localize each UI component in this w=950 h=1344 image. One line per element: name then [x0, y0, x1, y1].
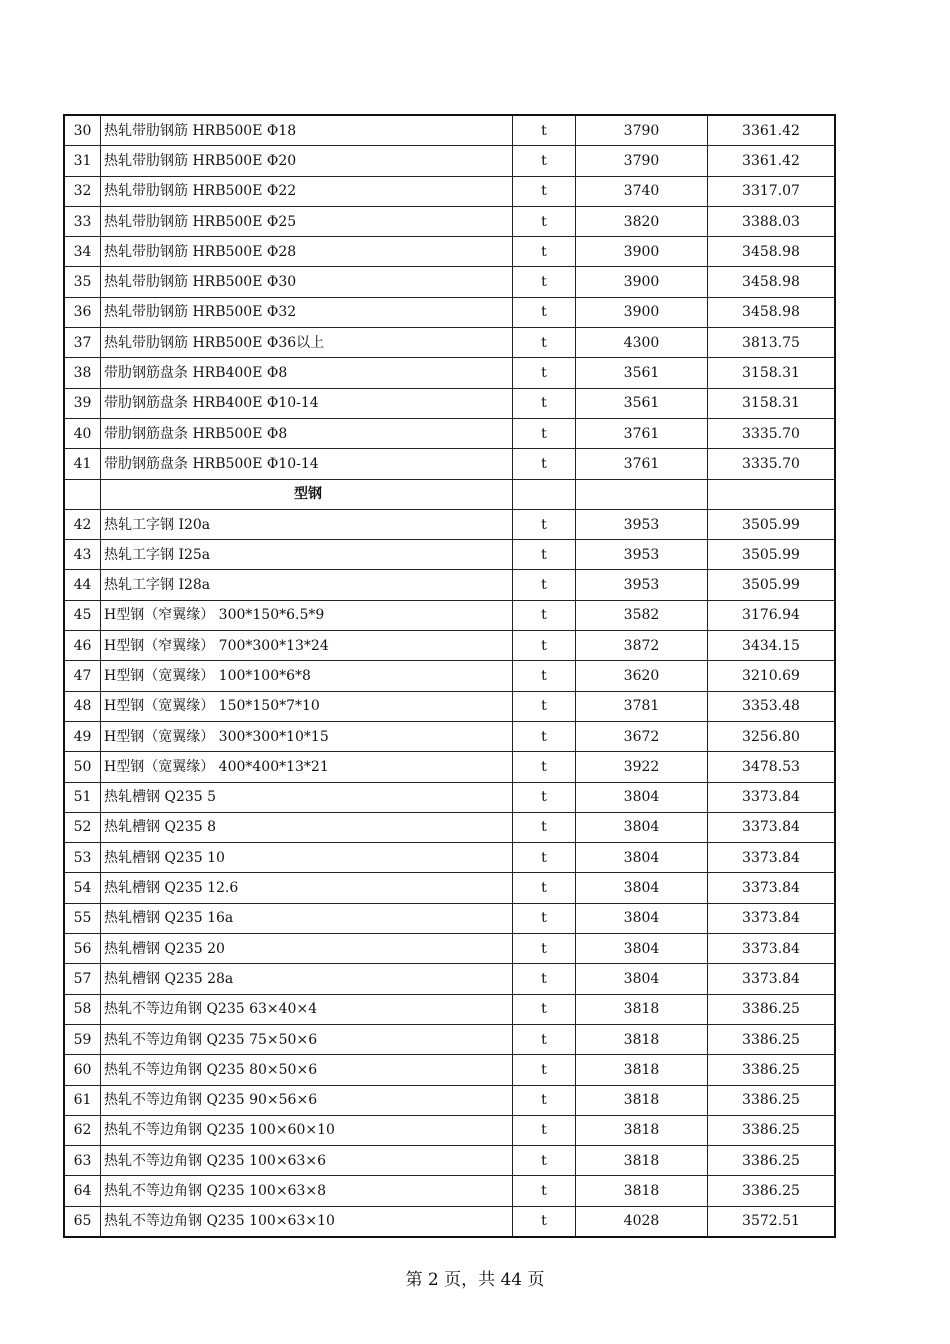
price-tax-included: 3561 [576, 388, 708, 418]
row-number: 35 [64, 267, 101, 297]
row-number: 38 [64, 358, 101, 388]
row-number: 31 [64, 146, 101, 176]
row-number: 60 [64, 1055, 101, 1085]
price-tax-included: 3818 [576, 1176, 708, 1206]
row-number: 41 [64, 449, 101, 479]
row-number: 44 [64, 570, 101, 600]
unit: t [513, 176, 576, 206]
table-row [64, 358, 835, 388]
unit: t [513, 237, 576, 267]
price-tax-excluded: 3458.98 [708, 237, 836, 267]
row-number: 51 [64, 782, 101, 812]
item-name: 热轧不等边角钢 Q235 100×63×8 [101, 1176, 513, 1206]
price-tax-excluded: 3386.25 [708, 1085, 836, 1115]
unit: t [513, 540, 576, 570]
table-row [64, 267, 835, 297]
price-tax-excluded: 3373.84 [708, 934, 836, 964]
row-number: 62 [64, 1115, 101, 1145]
price-tax-included: 3818 [576, 994, 708, 1024]
unit: t [513, 934, 576, 964]
unit: t [513, 146, 576, 176]
section-title: 型钢 [101, 479, 513, 509]
price-tax-excluded: 3505.99 [708, 540, 836, 570]
table-row [64, 540, 835, 570]
table-row [64, 994, 835, 1024]
price-tax-excluded: 3386.25 [708, 1176, 836, 1206]
row-number: 48 [64, 691, 101, 721]
price-tax-included: 3818 [576, 1024, 708, 1054]
table-row [64, 1115, 835, 1145]
item-name: 热轧不等边角钢 Q235 63×40×4 [101, 994, 513, 1024]
item-name: 热轧工字钢 I20a [101, 509, 513, 539]
price-tax-included: 3620 [576, 661, 708, 691]
item-name: 热轧不等边角钢 Q235 100×63×10 [101, 1206, 513, 1237]
table-row [64, 237, 835, 267]
price-tax-included: 3953 [576, 570, 708, 600]
unit: t [513, 721, 576, 751]
row-number: 46 [64, 631, 101, 661]
unit: t [513, 752, 576, 782]
price-tax-excluded: 3386.25 [708, 1146, 836, 1176]
price-tax-excluded: 3176.94 [708, 600, 836, 630]
table-row [64, 1176, 835, 1206]
item-name: 热轧带肋钢筋 HRB500E Φ36以上 [101, 328, 513, 358]
unit: t [513, 1055, 576, 1085]
table-row [64, 661, 835, 691]
price-tax-included: 3804 [576, 812, 708, 842]
price-tax-excluded: 3373.84 [708, 903, 836, 933]
price-tax-excluded: 3317.07 [708, 176, 836, 206]
table-row [64, 964, 835, 994]
row-number: 63 [64, 1146, 101, 1176]
price-tax-included: 4300 [576, 328, 708, 358]
unit: t [513, 1085, 576, 1115]
row-number: 42 [64, 509, 101, 539]
row-number: 36 [64, 297, 101, 327]
price-tax-excluded: 3373.84 [708, 843, 836, 873]
row-number: 56 [64, 934, 101, 964]
page-footer: 第 2 页，共 44 页 [405, 1270, 545, 1290]
price-tax-excluded: 3458.98 [708, 297, 836, 327]
section-no-cell [64, 479, 101, 509]
table-row [64, 1024, 835, 1054]
price-tax-excluded: 3361.42 [708, 146, 836, 176]
price-tax-included: 3818 [576, 1146, 708, 1176]
table-row [64, 1085, 835, 1115]
table-row [64, 146, 835, 176]
unit: t [513, 1206, 576, 1237]
row-number: 47 [64, 661, 101, 691]
item-name: H型钢（窄翼缘） 300*150*6.5*9 [101, 600, 513, 630]
unit: t [513, 782, 576, 812]
table-row [64, 934, 835, 964]
table-row [64, 873, 835, 903]
unit: t [513, 964, 576, 994]
item-name: 热轧不等边角钢 Q235 100×63×6 [101, 1146, 513, 1176]
table-row [64, 388, 835, 418]
price-tax-excluded: 3572.51 [708, 1206, 836, 1237]
item-name: 带肋钢筋盘条 HRB500E Φ8 [101, 418, 513, 448]
item-name: 带肋钢筋盘条 HRB500E Φ10-14 [101, 449, 513, 479]
price-tax-excluded: 3373.84 [708, 782, 836, 812]
price-tax-excluded: 3505.99 [708, 509, 836, 539]
table-row [64, 509, 835, 539]
section-header-row [64, 479, 835, 509]
row-number: 53 [64, 843, 101, 873]
price-tax-excluded: 3256.80 [708, 721, 836, 751]
row-number: 61 [64, 1085, 101, 1115]
price-tax-included: 3900 [576, 297, 708, 327]
price-tax-excluded: 3373.84 [708, 873, 836, 903]
table-row [64, 752, 835, 782]
row-number: 45 [64, 600, 101, 630]
table-row [64, 782, 835, 812]
price-tax-excluded: 3813.75 [708, 328, 836, 358]
item-name: 热轧工字钢 I25a [101, 540, 513, 570]
item-name: 热轧槽钢 Q235 8 [101, 812, 513, 842]
row-number: 32 [64, 176, 101, 206]
price-tax-excluded: 3373.84 [708, 964, 836, 994]
section-unit-cell [513, 479, 576, 509]
unit: t [513, 358, 576, 388]
item-name: H型钢（窄翼缘） 700*300*13*24 [101, 631, 513, 661]
price-tax-excluded: 3158.31 [708, 388, 836, 418]
row-number: 54 [64, 873, 101, 903]
price-tax-excluded: 3434.15 [708, 631, 836, 661]
row-number: 49 [64, 721, 101, 751]
price-tax-excluded: 3335.70 [708, 418, 836, 448]
item-name: 热轧不等边角钢 Q235 90×56×6 [101, 1085, 513, 1115]
price-tax-included: 3740 [576, 176, 708, 206]
section-header-group [64, 479, 835, 509]
unit: t [513, 873, 576, 903]
table-row [64, 418, 835, 448]
row-number: 40 [64, 418, 101, 448]
unit: t [513, 115, 576, 146]
table-row [64, 631, 835, 661]
unit: t [513, 1115, 576, 1145]
unit: t [513, 1146, 576, 1176]
item-name: 热轧不等边角钢 Q235 100×60×10 [101, 1115, 513, 1145]
item-name: 带肋钢筋盘条 HRB400E Φ8 [101, 358, 513, 388]
price-tax-included: 3953 [576, 540, 708, 570]
unit: t [513, 1176, 576, 1206]
unit: t [513, 297, 576, 327]
row-number: 30 [64, 115, 101, 146]
row-number: 34 [64, 237, 101, 267]
price-tax-included: 3820 [576, 206, 708, 236]
item-name: 热轧带肋钢筋 HRB500E Φ20 [101, 146, 513, 176]
table-row [64, 1146, 835, 1176]
rebar-rows [64, 115, 835, 479]
unit: t [513, 418, 576, 448]
price-tax-excluded: 3386.25 [708, 994, 836, 1024]
section-price2-cell [708, 479, 836, 509]
row-number: 39 [64, 388, 101, 418]
table-row [64, 691, 835, 721]
table-row [64, 206, 835, 236]
price-tax-excluded: 3505.99 [708, 570, 836, 600]
item-name: 热轧槽钢 Q235 16a [101, 903, 513, 933]
price-tax-included: 4028 [576, 1206, 708, 1237]
price-tax-included: 3818 [576, 1055, 708, 1085]
table-row [64, 843, 835, 873]
price-tax-included: 3804 [576, 843, 708, 873]
unit: t [513, 843, 576, 873]
price-tax-included: 3922 [576, 752, 708, 782]
item-name: 热轧槽钢 Q235 12.6 [101, 873, 513, 903]
price-tax-included: 3582 [576, 600, 708, 630]
item-name: H型钢（宽翼缘） 100*100*6*8 [101, 661, 513, 691]
unit: t [513, 206, 576, 236]
unit: t [513, 994, 576, 1024]
price-tax-excluded: 3361.42 [708, 115, 836, 146]
item-name: 带肋钢筋盘条 HRB400E Φ10-14 [101, 388, 513, 418]
price-tax-included: 3672 [576, 721, 708, 751]
price-tax-excluded: 3373.84 [708, 812, 836, 842]
unit: t [513, 661, 576, 691]
item-name: 热轧槽钢 Q235 10 [101, 843, 513, 873]
price-tax-included: 3804 [576, 782, 708, 812]
price-tax-included: 3761 [576, 449, 708, 479]
item-name: 热轧带肋钢筋 HRB500E Φ30 [101, 267, 513, 297]
item-name: 热轧槽钢 Q235 5 [101, 782, 513, 812]
item-name: 热轧带肋钢筋 HRB500E Φ28 [101, 237, 513, 267]
section-steel-rows [64, 509, 835, 1237]
price-tax-included: 3790 [576, 146, 708, 176]
price-tax-included: 3900 [576, 267, 708, 297]
table-row [64, 328, 835, 358]
price-tax-included: 3804 [576, 903, 708, 933]
price-tax-excluded: 3478.53 [708, 752, 836, 782]
unit: t [513, 570, 576, 600]
table-row [64, 1206, 835, 1237]
table-row [64, 449, 835, 479]
table-row [64, 176, 835, 206]
row-number: 50 [64, 752, 101, 782]
price-tax-included: 3804 [576, 873, 708, 903]
row-number: 52 [64, 812, 101, 842]
price-tax-excluded: 3388.03 [708, 206, 836, 236]
item-name: H型钢（宽翼缘） 150*150*7*10 [101, 691, 513, 721]
item-name: 热轧槽钢 Q235 20 [101, 934, 513, 964]
item-name: 热轧槽钢 Q235 28a [101, 964, 513, 994]
row-number: 43 [64, 540, 101, 570]
item-name: 热轧带肋钢筋 HRB500E Φ25 [101, 206, 513, 236]
price-tax-included: 3781 [576, 691, 708, 721]
item-name: 热轧不等边角钢 Q235 80×50×6 [101, 1055, 513, 1085]
item-name: 热轧工字钢 I28a [101, 570, 513, 600]
row-number: 64 [64, 1176, 101, 1206]
price-table [63, 114, 836, 1238]
unit: t [513, 267, 576, 297]
item-name: H型钢（宽翼缘） 300*300*10*15 [101, 721, 513, 751]
price-tax-excluded: 3386.25 [708, 1115, 836, 1145]
table-row [64, 1055, 835, 1085]
unit: t [513, 388, 576, 418]
price-tax-included: 3804 [576, 964, 708, 994]
price-tax-included: 3953 [576, 509, 708, 539]
price-tax-excluded: 3458.98 [708, 267, 836, 297]
price-tax-included: 3818 [576, 1085, 708, 1115]
price-tax-included: 3790 [576, 115, 708, 146]
row-number: 37 [64, 328, 101, 358]
row-number: 58 [64, 994, 101, 1024]
table-row [64, 570, 835, 600]
table-row [64, 297, 835, 327]
price-tax-included: 3900 [576, 237, 708, 267]
unit: t [513, 449, 576, 479]
row-number: 59 [64, 1024, 101, 1054]
price-tax-included: 3818 [576, 1115, 708, 1145]
price-tax-included: 3761 [576, 418, 708, 448]
row-number: 57 [64, 964, 101, 994]
unit: t [513, 903, 576, 933]
row-number: 65 [64, 1206, 101, 1237]
unit: t [513, 691, 576, 721]
unit: t [513, 328, 576, 358]
item-name: 热轧带肋钢筋 HRB500E Φ18 [101, 115, 513, 146]
section-price1-cell [576, 479, 708, 509]
item-name: 热轧带肋钢筋 HRB500E Φ22 [101, 176, 513, 206]
unit: t [513, 812, 576, 842]
table-row [64, 600, 835, 630]
unit: t [513, 509, 576, 539]
item-name: H型钢（宽翼缘） 400*400*13*21 [101, 752, 513, 782]
price-tax-included: 3872 [576, 631, 708, 661]
item-name: 热轧不等边角钢 Q235 75×50×6 [101, 1024, 513, 1054]
unit: t [513, 1024, 576, 1054]
price-tax-excluded: 3353.48 [708, 691, 836, 721]
row-number: 55 [64, 903, 101, 933]
item-name: 热轧带肋钢筋 HRB500E Φ32 [101, 297, 513, 327]
table-row [64, 812, 835, 842]
table-row [64, 903, 835, 933]
table-row [64, 115, 835, 146]
table-row [64, 721, 835, 751]
price-tax-excluded: 3386.25 [708, 1055, 836, 1085]
price-tax-included: 3561 [576, 358, 708, 388]
price-tax-excluded: 3158.31 [708, 358, 836, 388]
unit: t [513, 631, 576, 661]
unit: t [513, 600, 576, 630]
price-tax-excluded: 3335.70 [708, 449, 836, 479]
row-number: 33 [64, 206, 101, 236]
price-tax-excluded: 3210.69 [708, 661, 836, 691]
price-tax-included: 3804 [576, 934, 708, 964]
price-tax-excluded: 3386.25 [708, 1024, 836, 1054]
